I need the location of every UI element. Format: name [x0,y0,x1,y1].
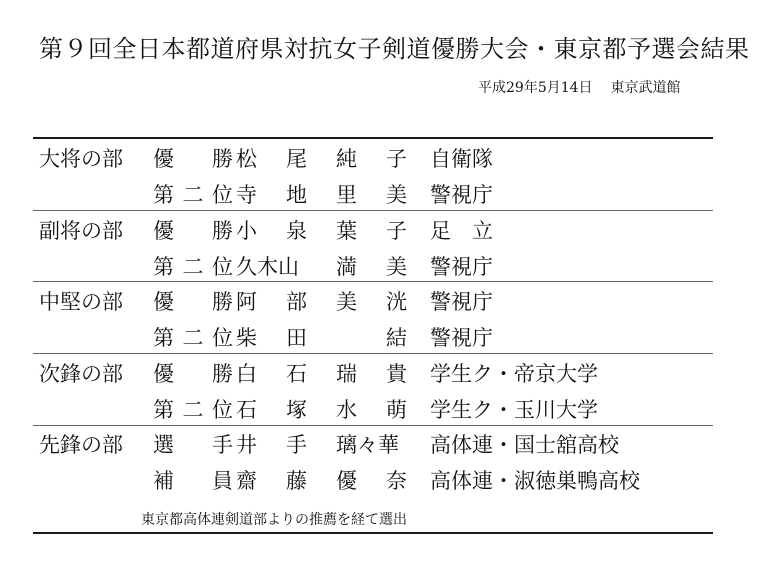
athlete-name-part: 水 [336,398,357,422]
athlete-name-part: 泉 [286,219,307,243]
athlete-name [236,213,436,249]
result-row [0,213,760,249]
athlete-name-part: 純 [336,147,357,171]
athlete-name-part: 小 [236,219,257,243]
affiliation: 学生ク・玉川大学 [430,398,598,422]
division-label: 次鋒の部 [39,362,123,386]
athlete-name-part: 地 [286,183,307,207]
athlete-name-part: 齋 [236,469,257,493]
athlete-name [236,141,436,177]
athlete-name-part: 子 [386,147,407,171]
table-top-rule [33,137,713,139]
affiliation: 高体連・淑徳巣鴨高校 [430,469,640,493]
athlete-name-part: 柴 [236,326,257,350]
athlete-name-part: 井 [236,433,257,457]
athlete-name-part: 石 [286,362,307,386]
affiliation: 警視庁 [430,183,493,207]
result-row [0,177,760,213]
athlete-name-part: 瑞 [336,362,357,386]
athlete-name-part: 塚 [286,398,307,422]
event-date: 平成29年5月14日 [478,80,593,96]
placement-label: 優勝 [153,219,233,243]
athlete-name-part: 阿 [236,290,257,314]
placement-label: 第二位 [153,183,233,207]
athlete-name-part: 洸 [386,290,407,314]
result-row [0,392,760,428]
placement-label: 優勝 [153,147,233,171]
affiliation: 足 立 [430,219,493,243]
athlete-name-part: 美 [336,290,357,314]
result-row [0,463,760,499]
affiliation: 警視庁 [430,326,493,350]
placement-label: 第二位 [153,398,233,422]
athlete-name-part: 尾 [286,147,307,171]
athlete-name-part: 結 [386,326,407,350]
placement-label: 第二位 [153,255,233,279]
athlete-name-part: 白 [236,362,257,386]
athlete-name [236,249,436,285]
affiliation: 警視庁 [430,290,493,314]
athlete-name-part: 石 [236,398,257,422]
result-row [0,320,760,356]
result-row [0,284,760,320]
athlete-name [236,177,436,213]
athlete-name-part: 藤 [286,469,307,493]
athlete-name-part: 松 [236,147,257,171]
placement-label: 優勝 [153,362,233,386]
athlete-name [236,392,436,428]
affiliation: 警視庁 [430,255,493,279]
athlete-name-part: 久木山 [236,255,299,279]
placement-label: 優勝 [153,290,233,314]
division-label: 大将の部 [39,147,123,171]
event-venue: 東京武道館 [610,80,681,96]
selection-note: 東京都高体連剣道部よりの推薦を経て選出 [141,512,407,528]
affiliation: 自衛隊 [430,147,493,171]
placement-label: 第二位 [153,326,233,350]
athlete-name-part: 美 [386,255,407,279]
result-row [0,356,760,392]
athlete-name-part: 奈 [386,469,407,493]
athlete-name [236,320,436,356]
athlete-name-part: 優 [336,469,357,493]
affiliation: 学生ク・帝京大学 [430,362,598,386]
athlete-name [236,284,436,320]
athlete-name [236,356,436,392]
result-row [0,249,760,285]
placement-label: 補員 [153,469,233,493]
division-label: 中堅の部 [39,290,123,314]
athlete-name-part: 璃々華 [336,433,399,457]
event-dateline [478,78,681,98]
result-row [0,141,760,177]
result-row [0,427,760,463]
page-title: 第９回全日本都道府県対抗女子剣道優勝大会・東京都予選会結果 [39,35,750,63]
athlete-name-part: 子 [386,219,407,243]
placement-label: 選手 [153,433,233,457]
division-label: 先鋒の部 [39,433,123,457]
athlete-name-part: 部 [286,290,307,314]
athlete-name-part: 満 [336,255,357,279]
athlete-name-part: 美 [386,183,407,207]
athlete-name-part: 田 [286,326,307,350]
division-label: 副将の部 [39,219,123,243]
affiliation: 高体連・国士舘高校 [430,433,619,457]
athlete-name-part: 寺 [236,183,257,207]
athlete-name-part: 手 [286,433,307,457]
athlete-name [236,427,436,463]
table-bottom-rule [33,532,713,534]
athlete-name [236,463,436,499]
athlete-name-part: 貴 [386,362,407,386]
athlete-name-part: 里 [336,183,357,207]
athlete-name-part: 葉 [336,219,357,243]
athlete-name-part: 萌 [386,398,407,422]
